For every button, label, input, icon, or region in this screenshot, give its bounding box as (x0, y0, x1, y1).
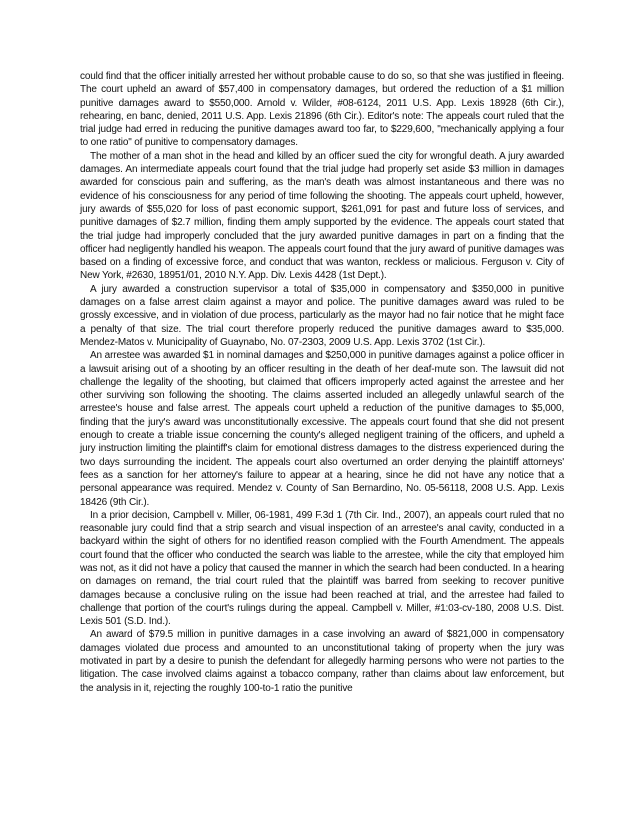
paragraph-mendez-v-san-bernardino: An arrestee was awarded $1 in nominal damages and $250,000 in punitive damages against a police officer in a lawsuit arising out of a shooting by an officer resulting in the death of her deaf-mute son. The lawsuit did not challenge the legality of the shooting, but claimed that officers improperly acted against the arrestee and her other surviving son following the shooting. The claims asserted included an allegedly unlawful search of the arrestee's house and false arrest. The appeals court upheld a reduction of the punitive damages to $5,000, finding that the jury's award was unconstitutionally excessive. The appeals court found that she did not present enough to create a triable issue concerning the county's alleged negligent training of the officers, and upheld a jury instruction limiting the plaintiff's claim for emotional distress damages to the distress experienced during the two days surrounding the incident. The appeals court also overturned an order denying the plaintiff attorneys' fees as a sanction for her attorney's failure to appear at a hearing, since he did not have any notice that a personal appearance was required. Mendez v. County of San Bernardino, No. 05-56118, 2008 U.S. App. Lexis 18426 (9th Cir.). (80, 350, 564, 508)
document-page (80, 70, 564, 695)
paragraph-tobacco-punitive-award: An award of $79.5 million in punitive damages in a case involving an award of $821,000 in compensatory damages violated due process and amounted to an unconstitutional taking of property when the jury was motivated in part by a desire to punish the defendant for allegedly harming persons who were not parties to the litigation. The case involved claims against a tobacco company, rather than claims about law enforcement, but the analysis in it, rejecting the roughly 100-to-1 ratio the punitive (80, 629, 564, 694)
paragraph-campbell-v-miller: In a prior decision, Campbell v. Miller, 06-1981, 499 F.3d 1 (7th Cir. Ind., 2007), an appeals court ruled that no reasonable jury could find that a strip search and visual inspection of an arrestee's anal cavity, conducted in a backyard within the sight of others for no identified reason complied with the Fourth Amendment. The appeals court found that the officer who conducted the search was liable to the arrestee, while the city that employed him was not, as it did not have a policy that caused the manner in which the search had been conducted. In a hearing on damages on remand, the trial court ruled that the plaintiff was barred from seeking to recover punitive damages because a conclusive ruling on the issue had been reached at trial, and the arrestee had failed to challenge that portion of the court's rulings during the appeal. Campbell v. Miller, #1:03-cv-180, 2008 U.S. Dist. Lexis 501 (S.D. Ind.). (80, 509, 564, 628)
paragraph-mendez-matos: A jury awarded a construction supervisor a total of $35,000 in compensatory and $350,000 in punitive damages on a false arrest claim against a mayor and police. The punitive damages award was ruled to be grossly excessive, and in violation of due process, particularly as the mayor had no fair notice that he might face a penalty of that size. The trial court therefore properly reduced the punitive damages award to $35,000. Mendez-Matos v. Municipality of Guaynabo, No. 07-2303, 2009 U.S. App. Lexis 3702 (1st Cir.). (80, 283, 564, 348)
paragraph-ferguson-v-new-york: The mother of a man shot in the head and killed by an officer sued the city for wrongful death. A jury awarded damages. An intermediate appeals court found that the trial judge had properly set aside $3 million in damages awarded for conscious pain and suffering, as the man's death was almost instantaneous and there was no evidence of his consciousness for any period of time following the shooting. The appeals court upheld, however, jury awards of $55,020 for loss of past economic support, $261,091 for past and future loss of services, and punitive damages of $2.7 million, finding them amply supported by the evidence. The appeals court stated that the trial judge had improperly concluded that the jury awarded punitive damages in part on a finding that the officer had negligently handled his weapon. The appeals court found that the jury award of punitive damages was based on a finding of excessive force, and conduct that was wanton, reckless or malicious. Ferguson v. City of New York, #2630, 18951/01, 2010 N.Y. App. Div. Lexis 4428 (1st Dept.). (80, 150, 564, 282)
paragraph-arnold-v-wilder: could find that the officer initially arrested her without probable cause to do so, so that she was justified in fleeing. The court upheld an award of $57,400 in compensatory damages, but ordered the reduction of a $1 million punitive damages award to $550,000. Arnold v. Wilder, #08-6124, 2011 U.S. App. Lexis 18928 (6th Cir.), rehearing, en banc, denied, 2011 U.S. App. Lexis 21896 (6th Cir.). Editor's note: The appeals court ruled that the trial judge had erred in reducing the punitive damages award too far, to $229,600, "mechanically applying a four to one ratio" of punitive to compensatory damages. (80, 71, 564, 149)
